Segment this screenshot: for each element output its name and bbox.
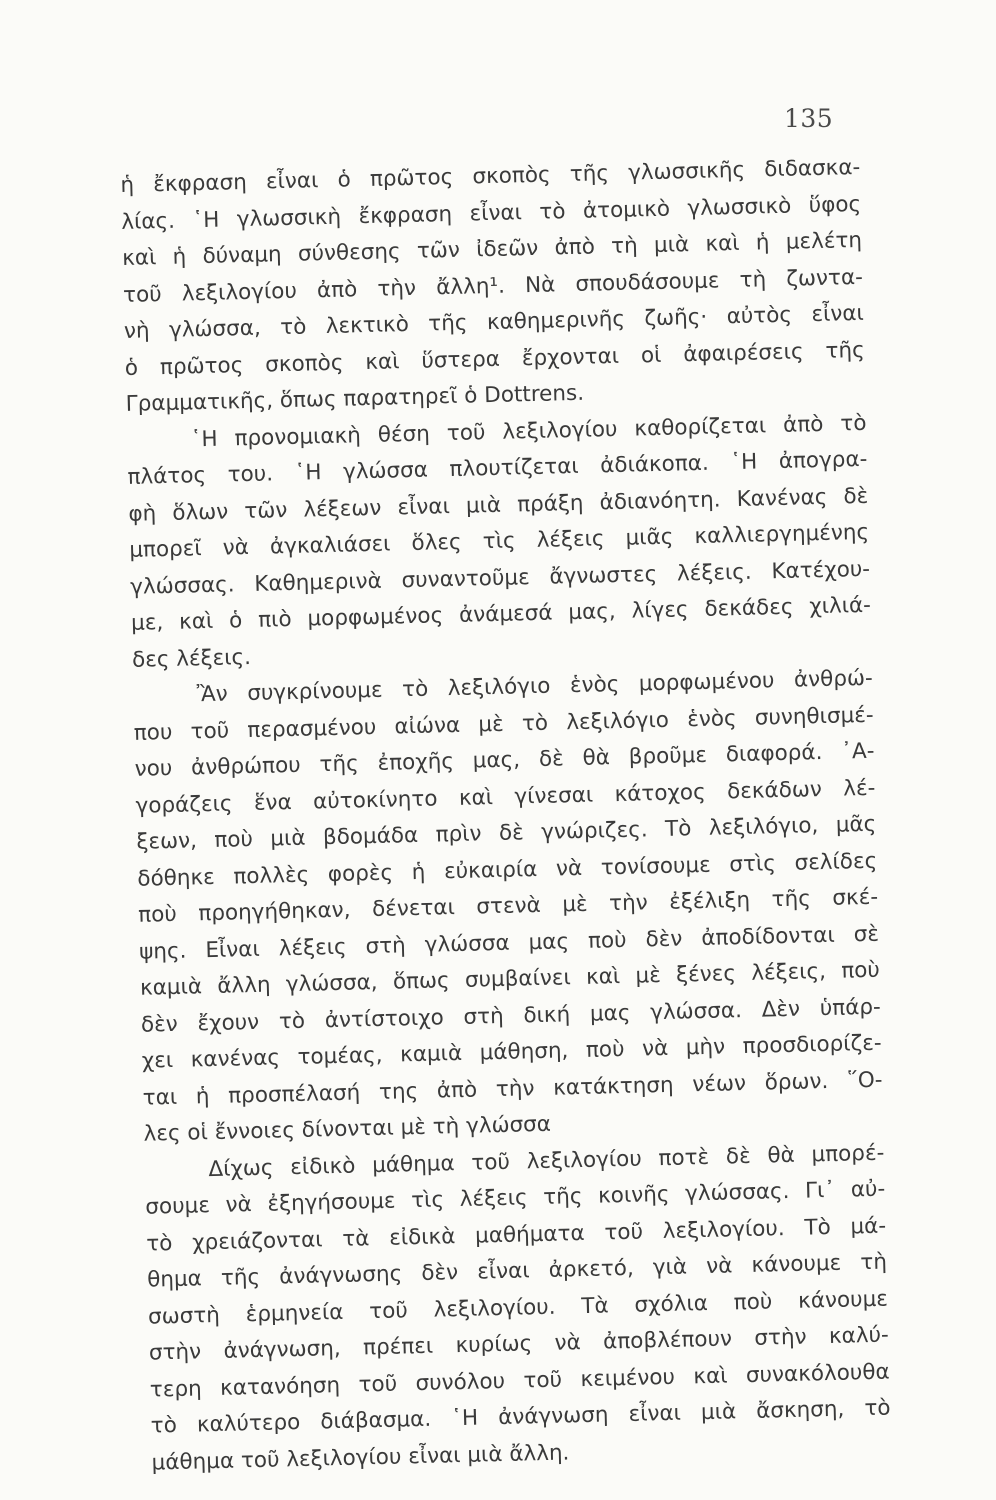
text-line: λίας. ῾Η γλωσσικὴ ἔκφραση εἶναι τὸ ἀτομικὸ γλωσσικὸ ὕφος xyxy=(121,191,862,235)
text-line: στὴν ἀνάγνωση, πρέπει κυρίως νὰ ἀποβλέπουν στὴν καλύ- xyxy=(148,1322,890,1366)
text-line: δὲν ἔχουν τὸ ἀντίστοιχο στὴ δική μας γλώσσα. Δὲν ὑπάρ- xyxy=(140,994,882,1038)
text-line: τοῦ λεξιλογίου ἀπὸ τὴν ἄλλη¹. Νὰ σπουδάσουμε τὴ ζωντα- xyxy=(122,264,864,308)
text-line: Δίχως εἰδικὸ μάθημα τοῦ λεξιλογίου ποτὲ δὲ θὰ μπορέ- xyxy=(208,1140,885,1182)
text-line: μπορεῖ νὰ ἀγκαλιάσει ὅλες τὶς λέξεις μιᾶς καλλιεργημένης xyxy=(129,519,870,563)
text-line: τὸ χρειάζονται τὰ εἰδικὰ μαθήματα τοῦ λεξιλογίου. Τὸ μά- xyxy=(145,1213,887,1257)
text-line: χει κανένας τομέας, καμιὰ μάθηση, ποὺ νὰ μὴν προσδιορίζε- xyxy=(141,1030,882,1074)
text-line: ποὺ προηγήθηκαν, δένεται στενὰ μὲ τὴν ἐξέλιξη τῆς σκέ- xyxy=(137,884,879,928)
text-line: πλάτος του. ῾Η γλώσσα πλουτίζεται ἀδιάκοπα. ῾Η ἀπογρα- xyxy=(127,446,868,490)
text-line: λες οἱ ἔννοιες δίνονται μὲ τὴ γλώσσα xyxy=(143,1111,552,1147)
text-line: Ἂν συγκρίνουμε τὸ λεξιλόγιο ἑνὸς μορφωμένου ἀνθρώ- xyxy=(196,665,873,708)
text-line: δόθηκε πολλὲς φορὲς ἡ εὐκαιρία νὰ τονίσουμε στὶς σελίδες xyxy=(137,848,878,892)
text-line: νου ἀνθρώπου τῆς ἐποχῆς μας, δὲ θὰ βροῦμε διαφορά. ᾿Α- xyxy=(134,738,875,782)
text-line: ῾Η προνομιακὴ θέση τοῦ λεξιλογίου καθορίζεται ἀπὸ τὸ xyxy=(190,410,867,452)
text-line: γλώσσας. Καθημερινὰ συναντοῦμε ἄγνωστες λέξεις. Κατέχου- xyxy=(129,556,871,600)
text-line: ται ἡ προσπέλασή της ἀπὸ τὴν κατάκτηση νέων ὅρων. ῞Ο- xyxy=(142,1067,883,1111)
text-line: θημα τῆς ἀνάγνωσης δὲν εἶναι ἀρκετό, γιὰ νὰ κάνουμε τὴ xyxy=(146,1249,888,1293)
text-line: τὸ καλύτερο διάβασμα. ῾Η ἀνάγνωση εἶναι μιὰ ἄσκηση, τὸ xyxy=(150,1395,891,1439)
text-line: ἡ ἔκφραση εἶναι ὁ πρῶτος σκοπὸς τῆς γλωσσικῆς διδασκα- xyxy=(120,154,861,198)
text-line: τερη κατανόηση τοῦ συνόλου τοῦ κειμένου καὶ συνακόλουθα xyxy=(149,1359,890,1403)
text-line: καὶ ἡ δύναμη σύνθεσης τῶν ἰδεῶν ἀπὸ τὴ μιὰ καὶ ἡ μελέτη xyxy=(121,227,863,271)
text-line: ὁ πρῶτος σκοπὸς καὶ ὕστερα ἔρχονται οἱ ἀφαιρέσεις τῆς xyxy=(124,337,865,381)
text-line: φὴ ὅλων τῶν λέξεων εἶναι μιὰ πράξη ἀδιανόητη. Κανένας δὲ xyxy=(128,483,869,527)
text-line: δες λέξεις. xyxy=(131,644,252,673)
text-line: σουμε νὰ ἐξηγήσουμε τὶς λέξεις τῆς κοινῆς γλώσσας. Γι᾿ αὐ- xyxy=(145,1176,886,1220)
text-line: γοράζεις ἕνα αὐτοκίνητο καὶ γίνεσαι κάτοχος δεκάδων λέ- xyxy=(135,775,876,819)
text-line: που τοῦ περασμένου αἰώνα μὲ τὸ λεξιλόγιο ἑνὸς συνηθισμέ- xyxy=(133,702,874,746)
text-line: νὴ γλώσσα, τὸ λεκτικὸ τῆς καθημερινῆς ζωῆς· αὐτὸς εἶναι xyxy=(123,300,865,344)
text-line: καμιὰ ἄλλη γλώσσα, ὅπως συμβαίνει καὶ μὲ ξένες λέξεις, ποὺ xyxy=(139,957,881,1001)
text-line: ξεων, ποὺ μιὰ βδομάδα πρὶν δὲ γνώριζες. Τὸ λεξιλόγιο, μᾶς xyxy=(136,811,877,855)
text-line: με, καὶ ὁ πιὸ μορφωμένος ἀνάμεσά μας, λίγες δεκάδες χιλιά- xyxy=(130,592,872,636)
page-number: 135 xyxy=(784,104,834,133)
text-line: σωστὴ ἑρμηνεία τοῦ λεξιλογίου. Τὰ σχόλια ποὺ κάνουμε xyxy=(147,1286,889,1330)
body-text xyxy=(120,150,892,1482)
text-line: ψης. Εἶναι λέξεις στὴ γλώσσα μας ποὺ δὲν ἀποδίδονται σὲ xyxy=(138,921,880,965)
text-line: μάθημα τοῦ λεξιλογίου εἶναι μιὰ ἄλλη. xyxy=(151,1439,570,1476)
text-line: Γραμματικῆς, ὅπως παρατηρεῖ ὁ Dottrens. xyxy=(125,380,585,417)
